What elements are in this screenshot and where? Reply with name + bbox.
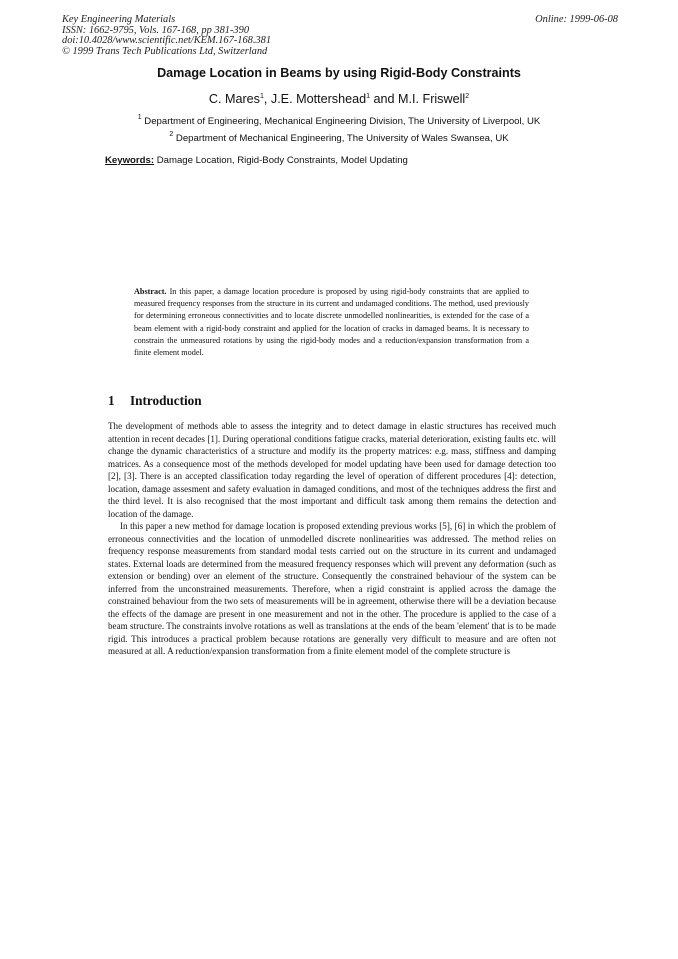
journal-name: Key Engineering Materials — [62, 14, 176, 25]
keywords-label: Keywords: — [105, 155, 155, 166]
author-separator: , — [263, 92, 271, 106]
affiliation-mark: 2 — [169, 131, 174, 138]
author-name: M.I. Friswell — [398, 92, 466, 106]
paragraph: In this paper a new method for damage location is proposed extending previous works [5], [6] in which the problem of erroneous connectivities and the location of unmodelled discrete nonlinearities was addressed. The method relies on frequency response measurements from standard modal tests carried out on the structure in its current and undamaged states. External loads are determined from the measured frequency responses which will prevent any deformation (such as extension or bending) over an element of the structure. Consequently the constrained behaviour of the system can be inferred from the unconstrained measurements. Therefore, when a rigid constraint is applied across the damage the constrained behaviour from the two sets of measurements will be in agreement, otherwise there will be a deviation because the effects of the damage are present in one measurement and not in the other. The procedure is applied to the case of a beam structure. The constraints involve rotations as well as translations at the ends of the beam 'element' that is to be made rigid. This introduces a practical problem because rotations are generally very difficult to measure and are often not measured at all. A reduction/expansion transformation from a finite element model of the complete structure is — [108, 521, 556, 656]
abstract-label: Abstract. — [134, 287, 167, 296]
affiliation — [0, 131, 678, 144]
online-date: Online: 1999-06-08 — [535, 14, 618, 25]
author-separator: and — [370, 92, 399, 106]
author-affiliation-mark: 1 — [366, 93, 370, 100]
journal-header — [62, 15, 618, 57]
author-name: J.E. Mottershead — [270, 92, 367, 106]
affiliation — [0, 114, 678, 127]
affiliation-mark: 1 — [137, 114, 142, 121]
issn-line: ISSN: 1662-9795, Vols. 167-168, pp 381-390 — [62, 24, 250, 36]
author-affiliation-mark: 1 — [259, 93, 264, 100]
affiliation-text: Department of Mechanical Engineering, The University of Wales Swansea, UK — [175, 133, 509, 144]
section-heading — [108, 393, 202, 409]
author-affiliation-mark: 2 — [465, 93, 470, 100]
paper-title: Damage Location in Beams by using Rigid-Body Constraints — [157, 66, 521, 80]
author-name: C. Mares — [208, 92, 260, 106]
paragraph: The development of methods able to assess the integrity and to detect damage in elastic structures has received much attention in recent decades [1]. During operational conditions fatigue cracks, material deterioration, existing faults etc. will change the dynamic characteristics of a structure and modify its the property matrices: e.g. mass, stiffness and damping matrices. As a consequence most of the methods developed for model updating have been used for damage detection too [2], [3]. There is an accepted classification today regarding the level of operation of different procedures [4]: detection, location, damage assesment and safety evaluation in damaged conditions, and most of the techniques address the first and the third level. It is also recognised that the most important and difficult task among them remains the detection and location of the damage. — [108, 421, 556, 519]
author-list — [0, 92, 678, 106]
body-text — [108, 420, 556, 658]
keywords — [105, 155, 408, 166]
copyright-line: © 1999 Trans Tech Publications Ltd, Switzerland — [62, 45, 268, 57]
abstract — [134, 286, 529, 359]
affiliation-text: Department of Engineering, Mechanical Engineering Division, The University of Liverpool, UK — [144, 116, 541, 127]
abstract-text: In this paper, a damage location procedure is proposed by using rigid-body constraints that are applied to measured frequency responses from the structure in its current and undamaged conditions. The method, used previously for determining erroneous connectivities and to locate discrete unmodelled nonlinearities, is extended for the case of a beam element with a rigid-body constraint and applied for the location of cracks in damaged beams. It is necessary to constrain the unmeasured rotations by using the rigid-body modes and a reduction/expansion transformation from a finite element model. — [134, 287, 530, 358]
doi-line: doi:10.4028/www.scientific.net/KEM.167-168.381 — [62, 35, 272, 47]
section-number: 1 — [108, 393, 115, 408]
keywords-text: Damage Location, Rigid-Body Constraints, Model Updating — [156, 155, 408, 166]
section-title: Introduction — [130, 393, 202, 408]
